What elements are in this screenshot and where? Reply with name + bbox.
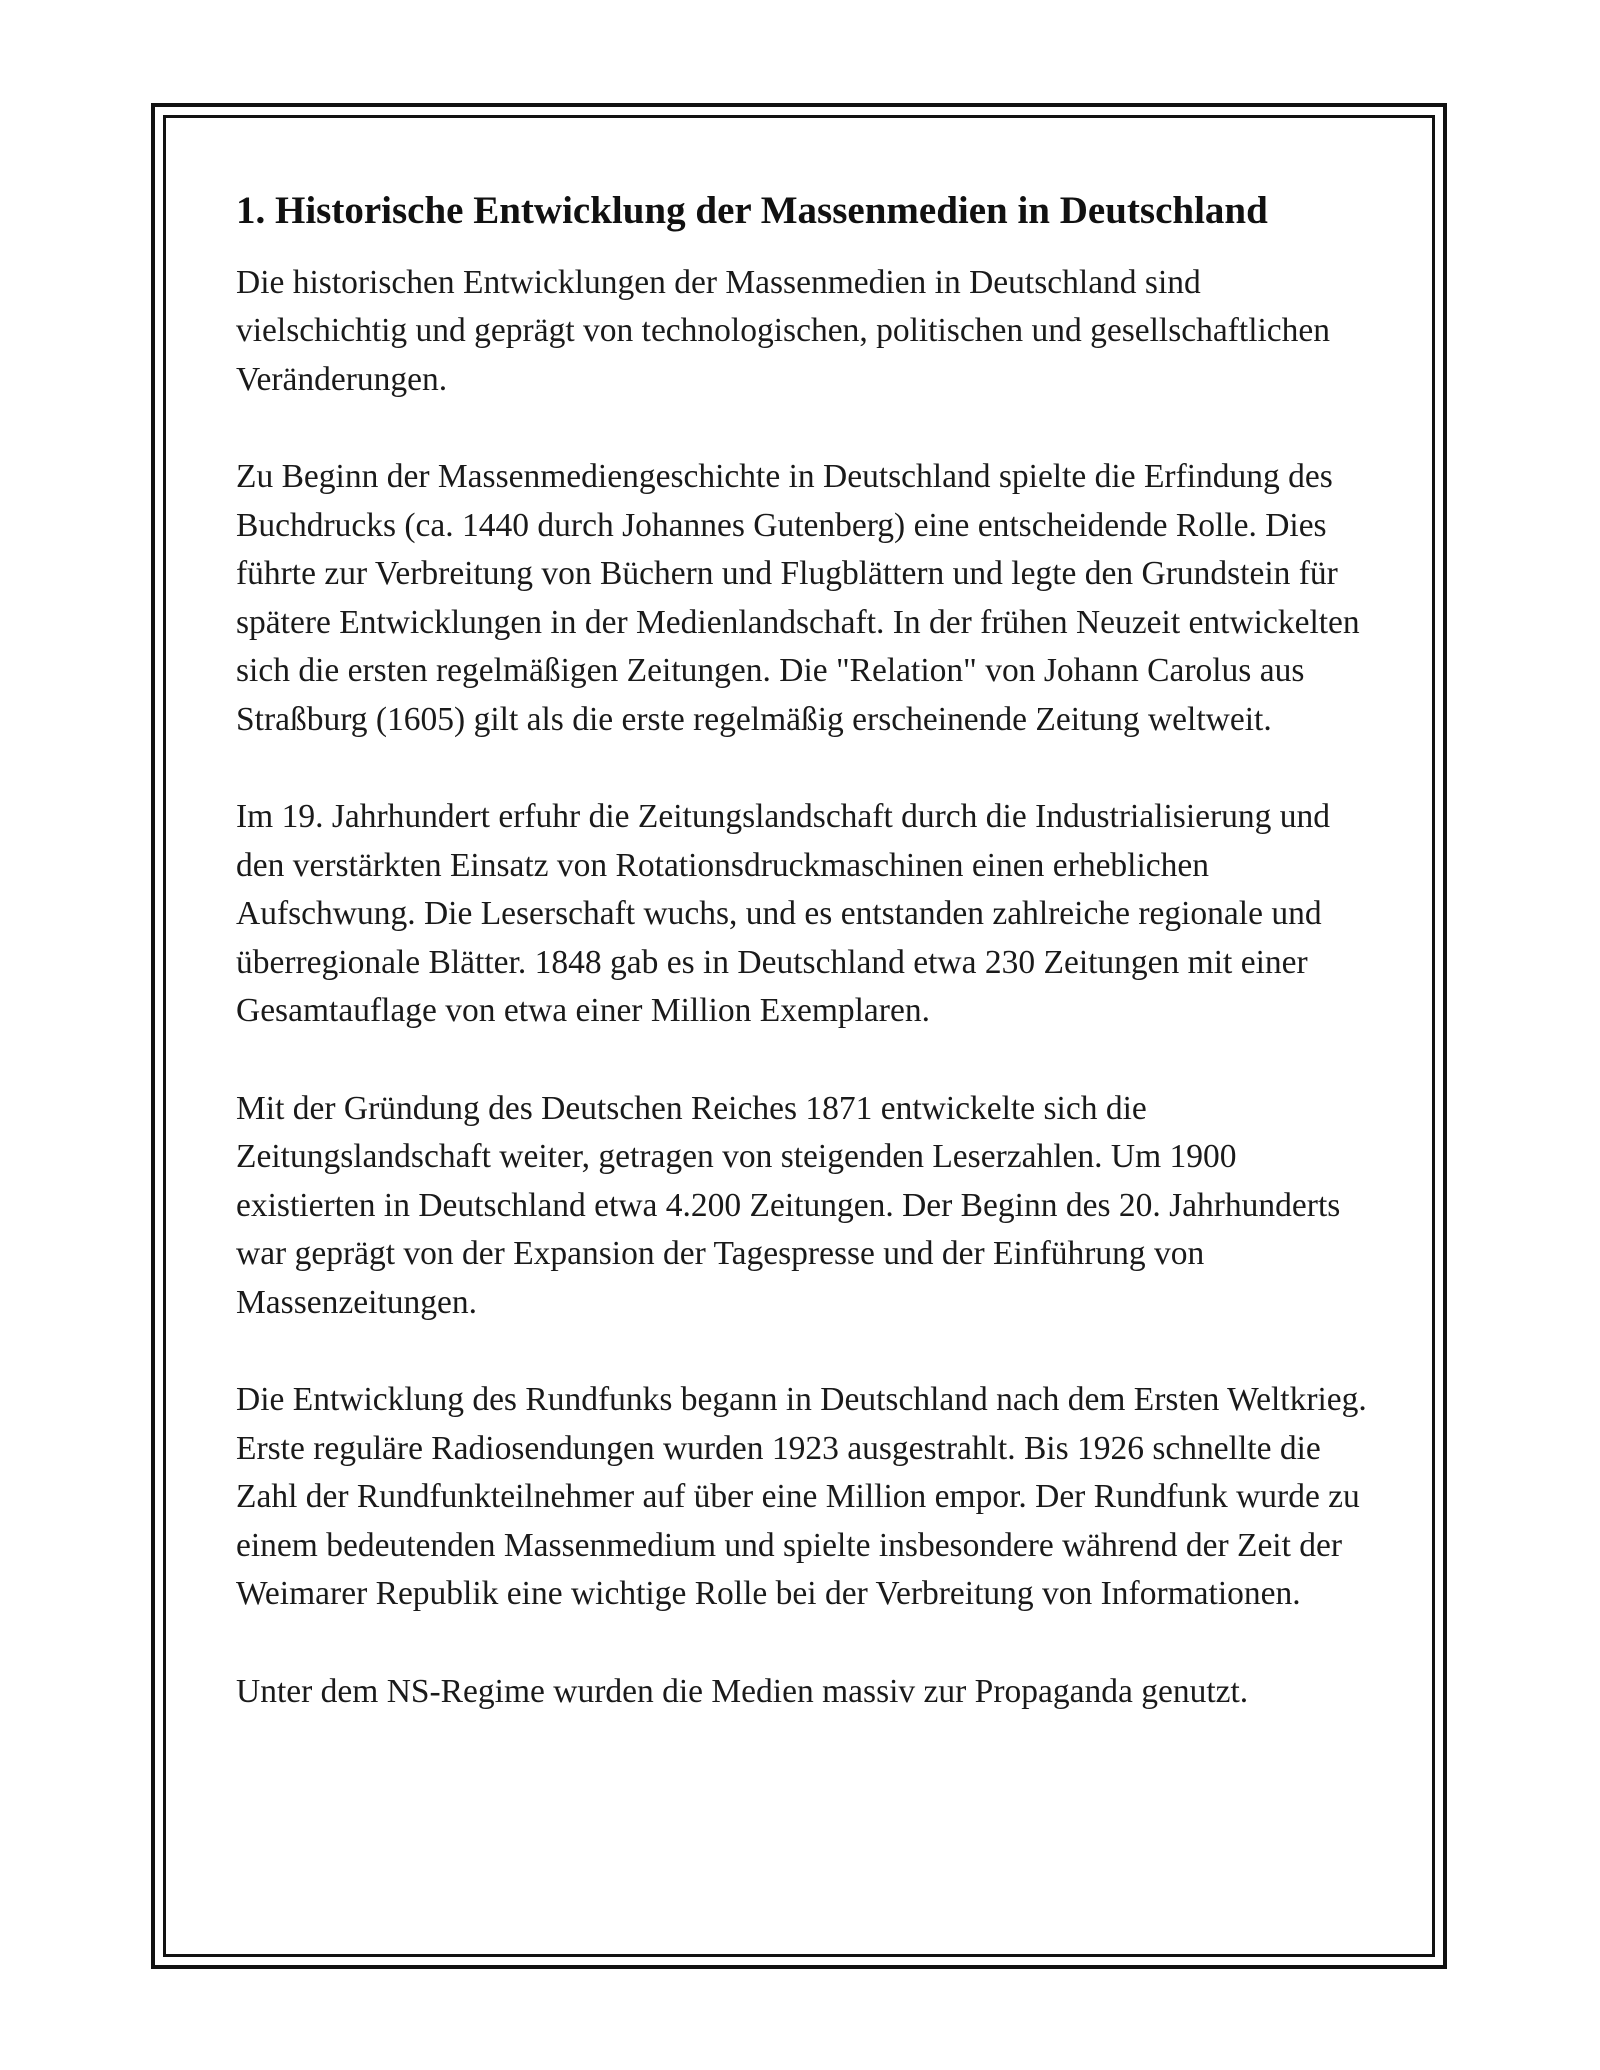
document-body	[236, 186, 1376, 1765]
paragraph-intro: Die historischen Entwicklungen der Massenmedien in Deutschland sind vielschichtig und geprägt von technologischen, politischen und gesellschaftlichen Veränderungen.	[236, 263, 1331, 398]
paragraph-19-jahrhundert: Im 19. Jahrhundert erfuhr die Zeitungslandschaft durch die Industrialisierung und den verstärkten Einsatz von Rotationsdruckmaschinen einen erheblichen Aufschwung. Die Leserschaft wuchs, und es entstanden zahlreiche regionale und überregionale Blätter. 1848 gab es in Deutschland etwa 230 Zeitungen mit einer Gesamtauflage von etwa einer Million Exemplaren.	[236, 798, 1331, 1030]
paragraph-deutsches-reich: Mit der Gründung des Deutschen Reiches 1871 entwickelte sich die Zeitungslandschaft weiter, getragen von steigenden Leserzahlen. Um 1900 existierten in Deutschland etwa 4.200 Zeitungen. Der Beginn des 20. Jahrhunderts war geprägt von der Expansion der Tagespresse und der Einführung von Massenzeitungen.	[236, 1089, 1341, 1321]
paragraph-rundfunk: Die Entwicklung des Rundfunks begann in Deutschland nach dem Ersten Weltkrieg. Erste reguläre Radiosendungen wurden 1923 ausgestrahlt. Bis 1926 schnellte die Zahl der Rundfunkteilnehmer auf über eine Million empor. Der Rundfunk wurde zu einem bedeutenden Massenmedium und spielte insbesondere während der Zeit der Weimarer Republik eine wichtige Rolle bei der Verbreitung von Informationen.	[236, 1381, 1367, 1613]
section-heading: 1. Historische Entwicklung der Massenmedien in Deutschland	[236, 189, 1268, 232]
paragraph-buchdruck: Zu Beginn der Massenmediengeschichte in Deutschland spielte die Erfindung des Buchdrucks (ca. 1440 durch Johannes Gutenberg) eine entscheidende Rolle. Dies führte zur Verbreitung von Büchern und Flugblättern und legte den Grundstein für spätere Entwicklungen in der Medienlandschaft. In der frühen Neuzeit entwickelten sich die ersten regelmäßigen Zeitungen. Die "Relation" von Johann Carolus aus Straßburg (1605) gilt als die erste regelmäßig erscheinende Zeitung weltweit.	[236, 458, 1360, 738]
paragraph-ns-regime: Unter dem NS-Regime wurden die Medien massiv zur Propaganda genutzt.	[236, 1672, 1249, 1710]
